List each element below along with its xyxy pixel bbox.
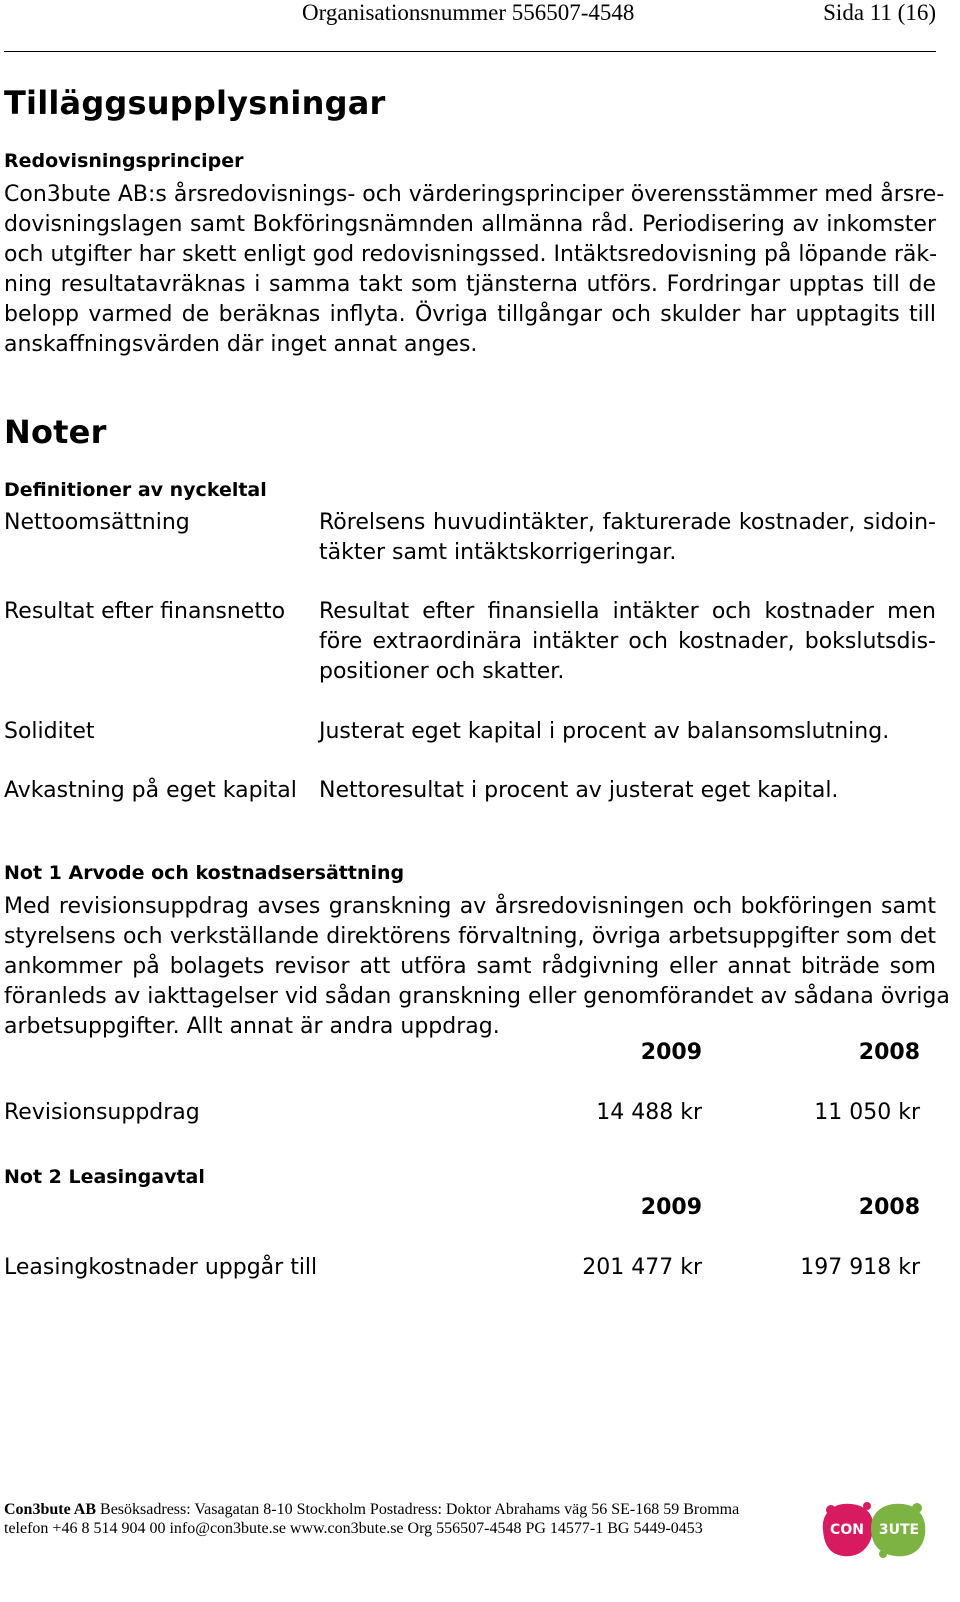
definition-line: före extraordinära intäkter och kostnader, bokslutsdis- <box>319 629 936 654</box>
definition-description <box>319 717 936 747</box>
definition-description <box>319 776 936 806</box>
definition-line: Rörelsens huvudintäkter, fakturerade kostnader, sidoin- <box>319 510 936 535</box>
paragraph-line: dovisningslagen samt Bokföringsnämnden allmänna råd. Periodisering av inkomster <box>4 212 936 237</box>
page-number: Sida 11 (16) <box>823 0 936 25</box>
paragraph-line: arbetsuppgifter. Allt annat är andra uppdrag. <box>4 1014 500 1039</box>
paragraph-line: Med revisionsuppdrag avses granskning av årsredovisningen och bokföringen samt <box>4 894 936 919</box>
definition-term: Soliditet <box>4 719 95 744</box>
value-2009: 14 488 kr <box>596 1100 702 1125</box>
paragraph-line: och utgifter har skett enligt god redovisningssed. Intäktsredovisning på löpande räk- <box>4 242 938 267</box>
definition-term: Nettoomsättning <box>4 510 190 535</box>
heading-not-2: Not 2 Leasingavtal <box>4 1166 205 1188</box>
paragraph-line: anskaffningsvärden där inget annat anges. <box>4 332 478 357</box>
heading-definitioner: Definitioner av nyckeltal <box>4 479 267 501</box>
definition-description <box>319 597 936 687</box>
page-footer <box>4 1500 739 1538</box>
logo-left-text: CON <box>830 1522 864 1538</box>
page-header <box>4 0 936 28</box>
value-2008: 11 050 kr <box>814 1100 920 1125</box>
column-year-2009: 2009 <box>640 1195 702 1220</box>
definition-line: Nettoresultat i procent av justerat eget kapital. <box>319 778 839 803</box>
column-year-2008: 2008 <box>858 1195 920 1220</box>
section-title-tillaggsupplysningar: Tilläggsupplysningar <box>4 84 386 122</box>
row-label-revisionsuppdrag: Revisionsuppdrag <box>4 1100 200 1125</box>
paragraph-line: ning resultatavräknas i samma takt som tjänsterna utförs. Fordringar upptas till de <box>4 272 936 297</box>
organisation-number: Organisationsnummer 556507-4548 <box>302 0 635 25</box>
column-year-2008: 2008 <box>858 1040 920 1065</box>
definition-line: Resultat efter finansiella intäkter och kostnader men <box>319 599 936 624</box>
paragraph-line: ankommer på bolagets revisor att utföra samt rådgivning eller annat biträde som <box>4 954 936 979</box>
paragraph-line: belopp varmed de beräknas inflyta. Övriga tillgångar och skulder har upptagits till <box>4 302 936 327</box>
header-divider <box>4 51 936 52</box>
definition-term: Avkastning på eget kapital <box>4 778 297 803</box>
paragraph-line: föranleds av iakttagelser vid sådan granskning eller genomförandet av sådana övriga <box>4 984 950 1009</box>
footer-company-name: Con3bute AB <box>4 1501 97 1518</box>
value-2008: 197 918 kr <box>800 1255 920 1280</box>
value-2009: 201 477 kr <box>582 1255 702 1280</box>
section-title-noter: Noter <box>4 413 107 451</box>
definition-line: Justerat eget kapital i procent av balansomslutning. <box>319 719 890 744</box>
footer-address: Besöksadress: Vasagatan 8-10 Stockholm Postadress: Doktor Abrahams väg 56 SE-168 59 Bromma <box>96 1501 740 1518</box>
paragraph-line: styrelsens och verkställande direktörens förvaltning, övriga arbetsuppgifter som det <box>4 924 936 949</box>
footer-address-line <box>4 1500 739 1519</box>
definition-term: Resultat efter finansnetto <box>4 599 286 624</box>
logo-right-text: 3UTE <box>878 1522 920 1538</box>
paragraph-line: Con3bute AB:s årsredovisnings- och värderingsprinciper överensstämmer med årsre- <box>4 182 945 207</box>
footer-contact-line: telefon +46 8 514 904 00 info@con3bute.se www.con3bute.se Org 556507-4548 PG 14577-1 BG 5449-0453 <box>4 1520 703 1537</box>
row-label-leasingkostnader: Leasingkostnader uppgår till <box>4 1255 318 1280</box>
heading-not-1: Not 1 Arvode och kostnadsersättning <box>4 862 405 884</box>
con3bute-logo <box>817 1496 929 1562</box>
definition-line: positioner och skatter. <box>319 659 565 684</box>
heading-redovisningsprinciper: Redovisningsprinciper <box>4 150 244 172</box>
definition-description <box>319 508 936 568</box>
not-1-paragraph <box>4 892 950 1042</box>
redovisningsprinciper-paragraph <box>4 180 945 360</box>
definition-line: täkter samt intäktskorrigeringar. <box>319 540 677 565</box>
column-year-2009: 2009 <box>640 1040 702 1065</box>
